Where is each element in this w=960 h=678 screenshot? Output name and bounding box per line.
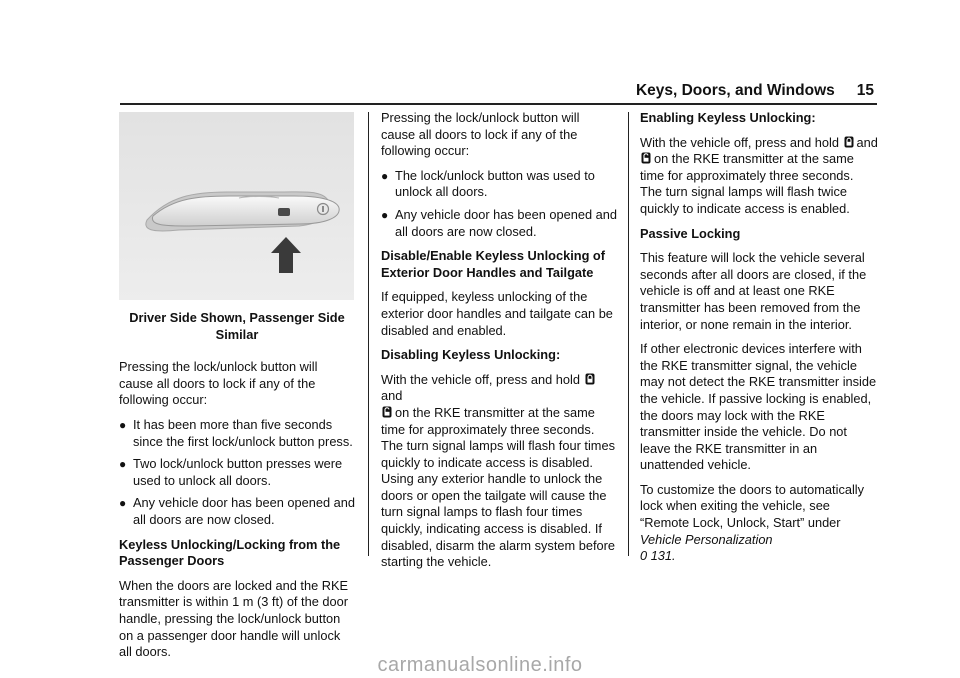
col1-paragraph: When the doors are locked and the RKE transmitter is within 1 m (3 ft) of the door handle, pressing the lock/unlock button on a passenger door handle will unlock all doors. (119, 577, 349, 660)
col1-bullet-list (119, 417, 355, 529)
unlock-key-icon (641, 152, 651, 164)
cross-reference-link[interactable]: Vehicle Personalization (640, 531, 773, 547)
col2-heading: Disable/Enable Keyless Unlocking of Exterior Door Handles and Tailgate (381, 248, 606, 280)
column-1 (119, 112, 355, 669)
list-item: ● It has been more than five seconds since the first lock/unlock button press. (119, 416, 353, 449)
col2-paragraph-1: If equipped, keyless unlocking of the exterior door handles and tailgate can be disabled and enabled. (381, 289, 613, 338)
list-item: ● The lock/unlock button was used to unlock all doors. (381, 167, 595, 200)
header-rule (120, 103, 877, 105)
page-reference[interactable]: 131. (650, 548, 676, 564)
list-item: ● Any vehicle door has been opened and all doors are now closed. (119, 495, 355, 527)
column-divider-2 (628, 112, 629, 556)
col1-heading: Keyless Unlocking/Locking from the Passenger Doors (119, 536, 341, 569)
col3-heading: Passive Locking (640, 225, 741, 241)
bullet-icon: ● (119, 496, 127, 511)
bullet-icon: ● (119, 417, 127, 432)
page-ref-icon: 0 (640, 548, 648, 564)
col2-paragraph-2: With the vehicle off, press and hold and on the RKE transmitter at the same time for approximately three seconds. The turn signal lamps will flash four times quickly to indicate access is disabled. Using any exterior handle to unlock the doors or open the tailgate will cause the turn signal lamps to flash four times quickly, indicating access is disabled. If disabled, disarm the alarm system before starting the vehicle. (381, 371, 615, 570)
lock-key-icon (844, 136, 854, 148)
bullet-icon: ● (119, 457, 127, 472)
list-item: ● Two lock/unlock button presses were used to unlock all doors. (119, 456, 343, 488)
door-handle-illustration (119, 112, 354, 300)
col3-paragraph-2: This feature will lock the vehicle several seconds after all doors are closed, if the vehicle is off and at least one RKE transmitter has been removed from the interior, or none remain in the interior. (640, 250, 867, 332)
col1-intro: Pressing the lock/unlock button will cause all doors to lock if any of the following occur: (119, 359, 318, 408)
list-item: ● Any vehicle door has been opened and all doors are now closed. (381, 206, 617, 239)
page-header (580, 82, 874, 100)
col2-bullet-list (381, 168, 617, 240)
lock-key-icon (585, 373, 595, 385)
bullet-icon: ● (381, 207, 389, 222)
col2-intro: Pressing the lock/unlock button will cause all doors to lock if any of the following occur: (381, 110, 580, 159)
section-title: Keys, Doors, and Windows (635, 82, 835, 99)
column-2 (381, 110, 617, 579)
col3-paragraph-4: To customize the doors to automatically lock when exiting the vehicle, see “Remote Lock, Unlock, Start” under Vehicle Personalization 0 131. (640, 481, 865, 564)
column-divider-1 (368, 112, 369, 556)
column-3 (640, 110, 878, 573)
unlock-key-icon (382, 406, 392, 418)
col3-paragraph-3: If other electronic devices interfere with the RKE transmitter signal, the vehicle may not detect the RKE transmitter inside the vehicle. If passive locking is enabled, the doors may lock with the RKE transmitter inside the vehicle. Do not leave the RKE transmitter in an unattended vehicle. (640, 341, 877, 473)
page-number: 15 (856, 82, 874, 99)
lock-button-icon (278, 208, 290, 216)
col2-subheading: Disabling Keyless Unlocking: (381, 347, 561, 363)
watermark: carmanualsonline.info (377, 654, 583, 676)
col3-paragraph-1: With the vehicle off, press and hold and on the RKE transmitter at the same time for approximately three seconds. The turn signal lamps will flash twice quickly to indicate access is enabled. (640, 134, 878, 216)
figure-caption: Driver Side Shown, Passenger Side Similar (129, 310, 345, 342)
door-handle-figure (119, 112, 354, 300)
bullet-icon: ● (381, 168, 389, 183)
col3-subheading: Enabling Keyless Unlocking: (640, 110, 816, 125)
